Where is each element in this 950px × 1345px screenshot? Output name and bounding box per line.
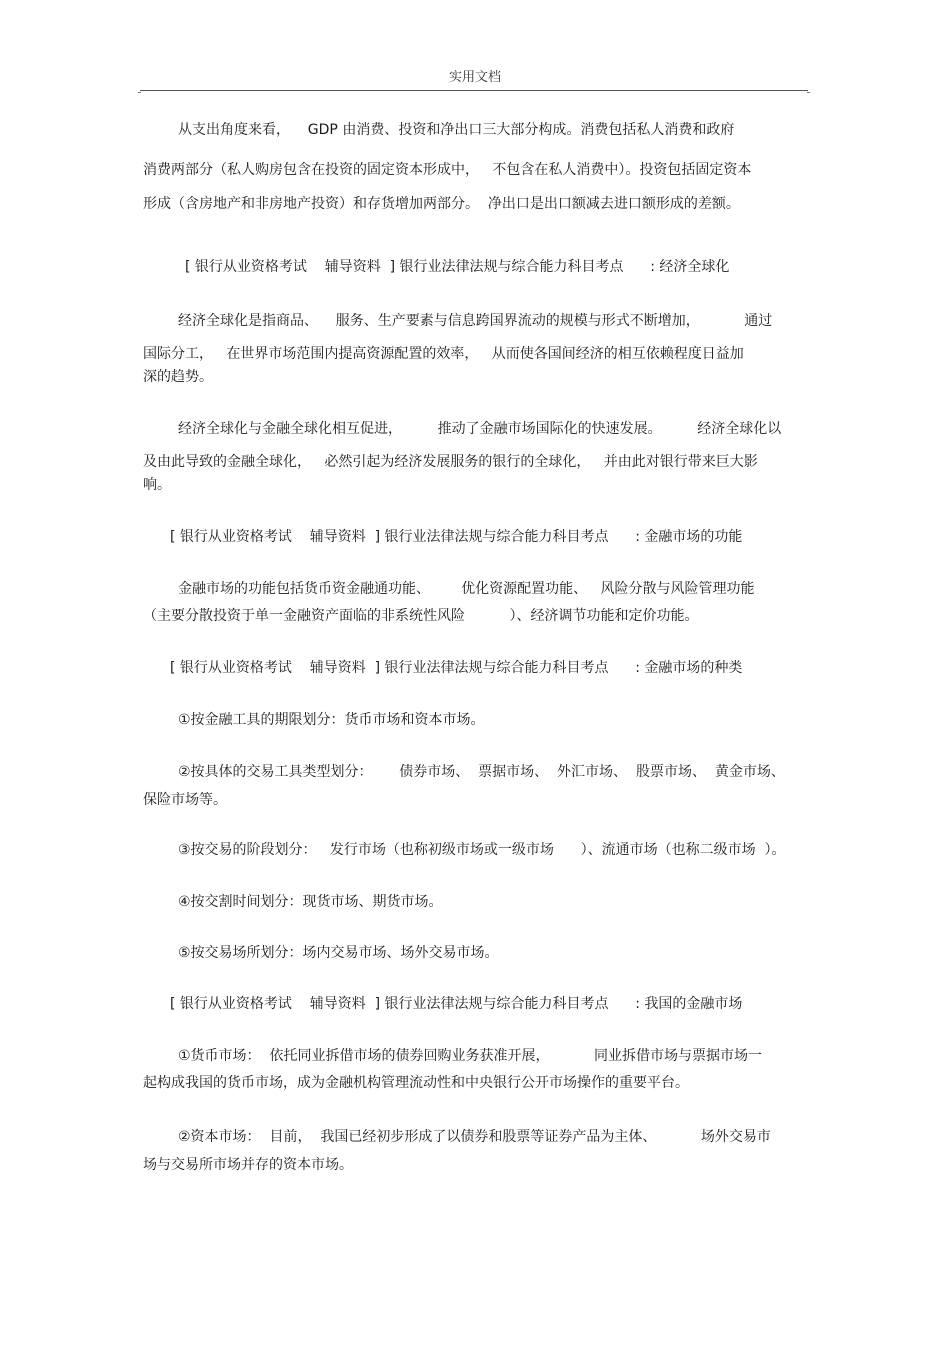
list-item-settlement: ④按交割时间划分：现货市场、期货市场。 <box>178 894 443 910</box>
paragraph-gdp-line-3: 形成（含房地产和非房地产投资）和存货增加两部分。 净出口是出口额减去进口额形成的差额。 <box>143 196 740 212</box>
list-item-instrument-line-2: 保险市场等。 <box>143 792 227 808</box>
header-rule <box>140 90 808 91</box>
paragraph-gdp-line-1: 从支出角度来看， GDP 由消费、投资和净出口三大部分构成。消费包括私人消费和政府 <box>178 122 735 138</box>
page-header-title: 实用文档 <box>448 70 501 85</box>
paragraph-market-functions-line-1: 金融市场的功能包括货币资金融通功能、 优化资源配置功能、 风险分散与风险管理功能 <box>178 581 755 597</box>
paragraph-money-market-line-2: 起构成我国的货币市场，成为金融机构管理流动性和中央银行公开市场操作的重要平台。 <box>143 1075 689 1091</box>
paragraph-capital-market-line-2: 场与交易所市场并存的资本市场。 <box>143 1157 353 1173</box>
section-heading-market-functions: [ 银行从业资格考试 辅导资料 ] 银行业法律法规与综合能力科目考点 : 金融市场的功能 <box>170 529 743 545</box>
paragraph-globalization-line-3: 深的趋势。 <box>143 369 213 385</box>
paragraph-globalization-line-1: 经济全球化是指商品、 服务、生产要素与信息跨国界流动的规模与形式不断增加， 通过 <box>178 313 773 329</box>
paragraph-gdp-line-2: 消费两部分（私人购房包含在投资的固定资本形成中， 不包含在私人消费中）。投资包括固定资本 <box>143 162 752 178</box>
paragraph-financial-globalization-line-3: 响。 <box>143 477 171 493</box>
section-heading-china-markets: [ 银行从业资格考试 辅导资料 ] 银行业法律法规与综合能力科目考点 : 我国的金融市场 <box>170 996 743 1012</box>
section-heading-market-types: [ 银行从业资格考试 辅导资料 ] 银行业法律法规与综合能力科目考点 : 金融市场的种类 <box>170 660 743 676</box>
paragraph-money-market-line-1: ①货币市场： 依托同业拆借市场的债券回购业务获准开展， 同业拆借市场与票据市场一 <box>178 1048 762 1064</box>
list-item-maturity: ①按金融工具的期限划分：货币市场和资本市场。 <box>178 712 485 728</box>
paragraph-capital-market-line-1: ②资本市场： 目前， 我国已经初步形成了以债券和股票等证券产品为主体、 场外交易市 <box>178 1129 771 1145</box>
list-item-instrument-line-1: ②按具体的交易工具类型划分： 债券市场、 票据市场、 外汇市场、 股票市场、 黄金市场、 <box>178 764 785 780</box>
section-heading-globalization: [ 银行从业资格考试 辅导资料 ] 银行业法律法规与综合能力科目考点 : 经济全球化 <box>185 259 730 275</box>
list-item-venue: ⑤按交易场所划分：场内交易市场、场外交易市场。 <box>178 945 499 961</box>
paragraph-globalization-line-2: 国际分工， 在世界市场范围内提高资源配置的效率， 从而使各国间经济的相互依赖程度日益加 <box>143 346 744 362</box>
paragraph-financial-globalization-line-1: 经济全球化与金融全球化相互促进， 推动了金融市场国际化的快速发展。 经济全球化以 <box>178 421 782 437</box>
paragraph-financial-globalization-line-2: 及由此导致的金融全球化， 必然引起为经济发展服务的银行的全球化， 并由此对银行带来巨大影 <box>143 454 758 470</box>
list-item-stage: ③按交易的阶段划分： 发行市场（也称初级市场或一级市场 ）、流通市场（也称二级市场 ）。 <box>178 842 786 858</box>
paragraph-market-functions-line-2: （主要分散投资于单一金融资产面临的非系统性风险 ）、经济调节功能和定价功能。 <box>143 608 699 624</box>
